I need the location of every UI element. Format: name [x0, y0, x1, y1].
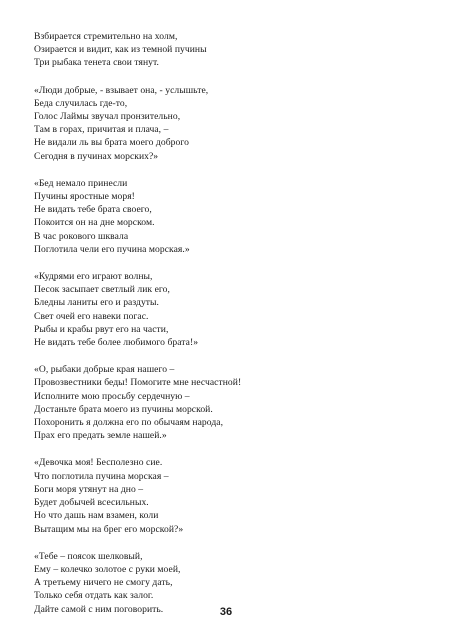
poem-line: Не видать тебе брата своего, — [34, 204, 152, 216]
poem-line: «О, рыбаки добрые края нашего – — [34, 364, 175, 376]
poem-line: Боги моря утянут на дно – — [34, 483, 144, 495]
poem-line: Прах его предать земле нашей.» — [34, 430, 167, 442]
poem-line: Только себя отдать как залог. — [34, 590, 154, 602]
page-number: 36 — [219, 606, 233, 618]
poem-line: Свет очей его навеки погас. — [34, 310, 149, 322]
poem-line: Дайте самой с ним поговорить. — [34, 603, 164, 615]
poem-line: Провозвестники беды! Помогите мне несчастной! — [34, 377, 242, 389]
stanza-3 — [34, 177, 424, 256]
poem-line: Пучины яростные моря! — [34, 191, 135, 203]
stanza-2 — [34, 84, 424, 163]
poem-line: Песок засыпает светлый лик его, — [34, 284, 170, 296]
poem-line: Рыбы и крабы рвут его на части, — [34, 323, 169, 335]
poem-line: Озирается и видит, как из темной пучины — [34, 44, 207, 56]
poem-line: Но что дашь нам взамен, коли — [34, 510, 159, 522]
poem-line: Голос Лаймы звучал пронзительно, — [34, 111, 181, 123]
poem-line: Сегодня в пучинах морских?» — [34, 150, 159, 162]
poem-line: «Люди добрые, - взывает она, - услышьте, — [34, 84, 209, 96]
poem-line: Три рыбака тенета свои тянут. — [34, 57, 159, 69]
poem-line: Поглотила чели его пучина морская.» — [34, 243, 190, 255]
stanza-4 — [34, 270, 424, 349]
poem-line: «Девочка моя! Бесполезно сие. — [34, 457, 163, 469]
poem-line: Покоится он на дне морском. — [34, 217, 155, 229]
poem-line: Достаньте брата моего из пучины морской. — [34, 403, 213, 415]
poem-line: Вытащим мы на брег его морской?» — [34, 523, 184, 535]
poem-line: «Кудрями его играют волны, — [34, 271, 153, 283]
poem-line: Бледны ланиты его и раздуты. — [34, 297, 159, 309]
poem-line: Не видать тебе более любимого брата!» — [34, 337, 199, 349]
poem-line: А третьему ничего не смогу дать, — [34, 577, 173, 589]
stanza-1 — [34, 30, 424, 70]
poem-line: Взбирается стремительно на холм, — [34, 31, 178, 42]
poem-text — [34, 30, 424, 630]
poem-line: Исполните мою просьбу сердечную – — [34, 390, 190, 402]
poem-line: Похоронить я должна его по обычаям народа, — [34, 417, 224, 429]
poem-line: Там в горах, причитая и плача, – — [34, 124, 169, 136]
poem-line: Не видали ль вы брата моего доброго — [34, 137, 189, 149]
poem-line: «Бед немало принесли — [34, 177, 128, 189]
stanza-6 — [34, 456, 424, 535]
poem-line: Будет добычей всесильных. — [34, 497, 149, 509]
poem-line: Что поглотила пучина морская – — [34, 470, 169, 482]
poem-line: В час рокового шквала — [34, 230, 129, 242]
stanza-5 — [34, 363, 424, 442]
poem-line: Ему – колечко золотое с руки моей, — [34, 563, 181, 575]
poem-line: «Тебе – поясок шелковый, — [34, 550, 143, 562]
poem-line: Беда случилась где-то, — [34, 97, 128, 109]
